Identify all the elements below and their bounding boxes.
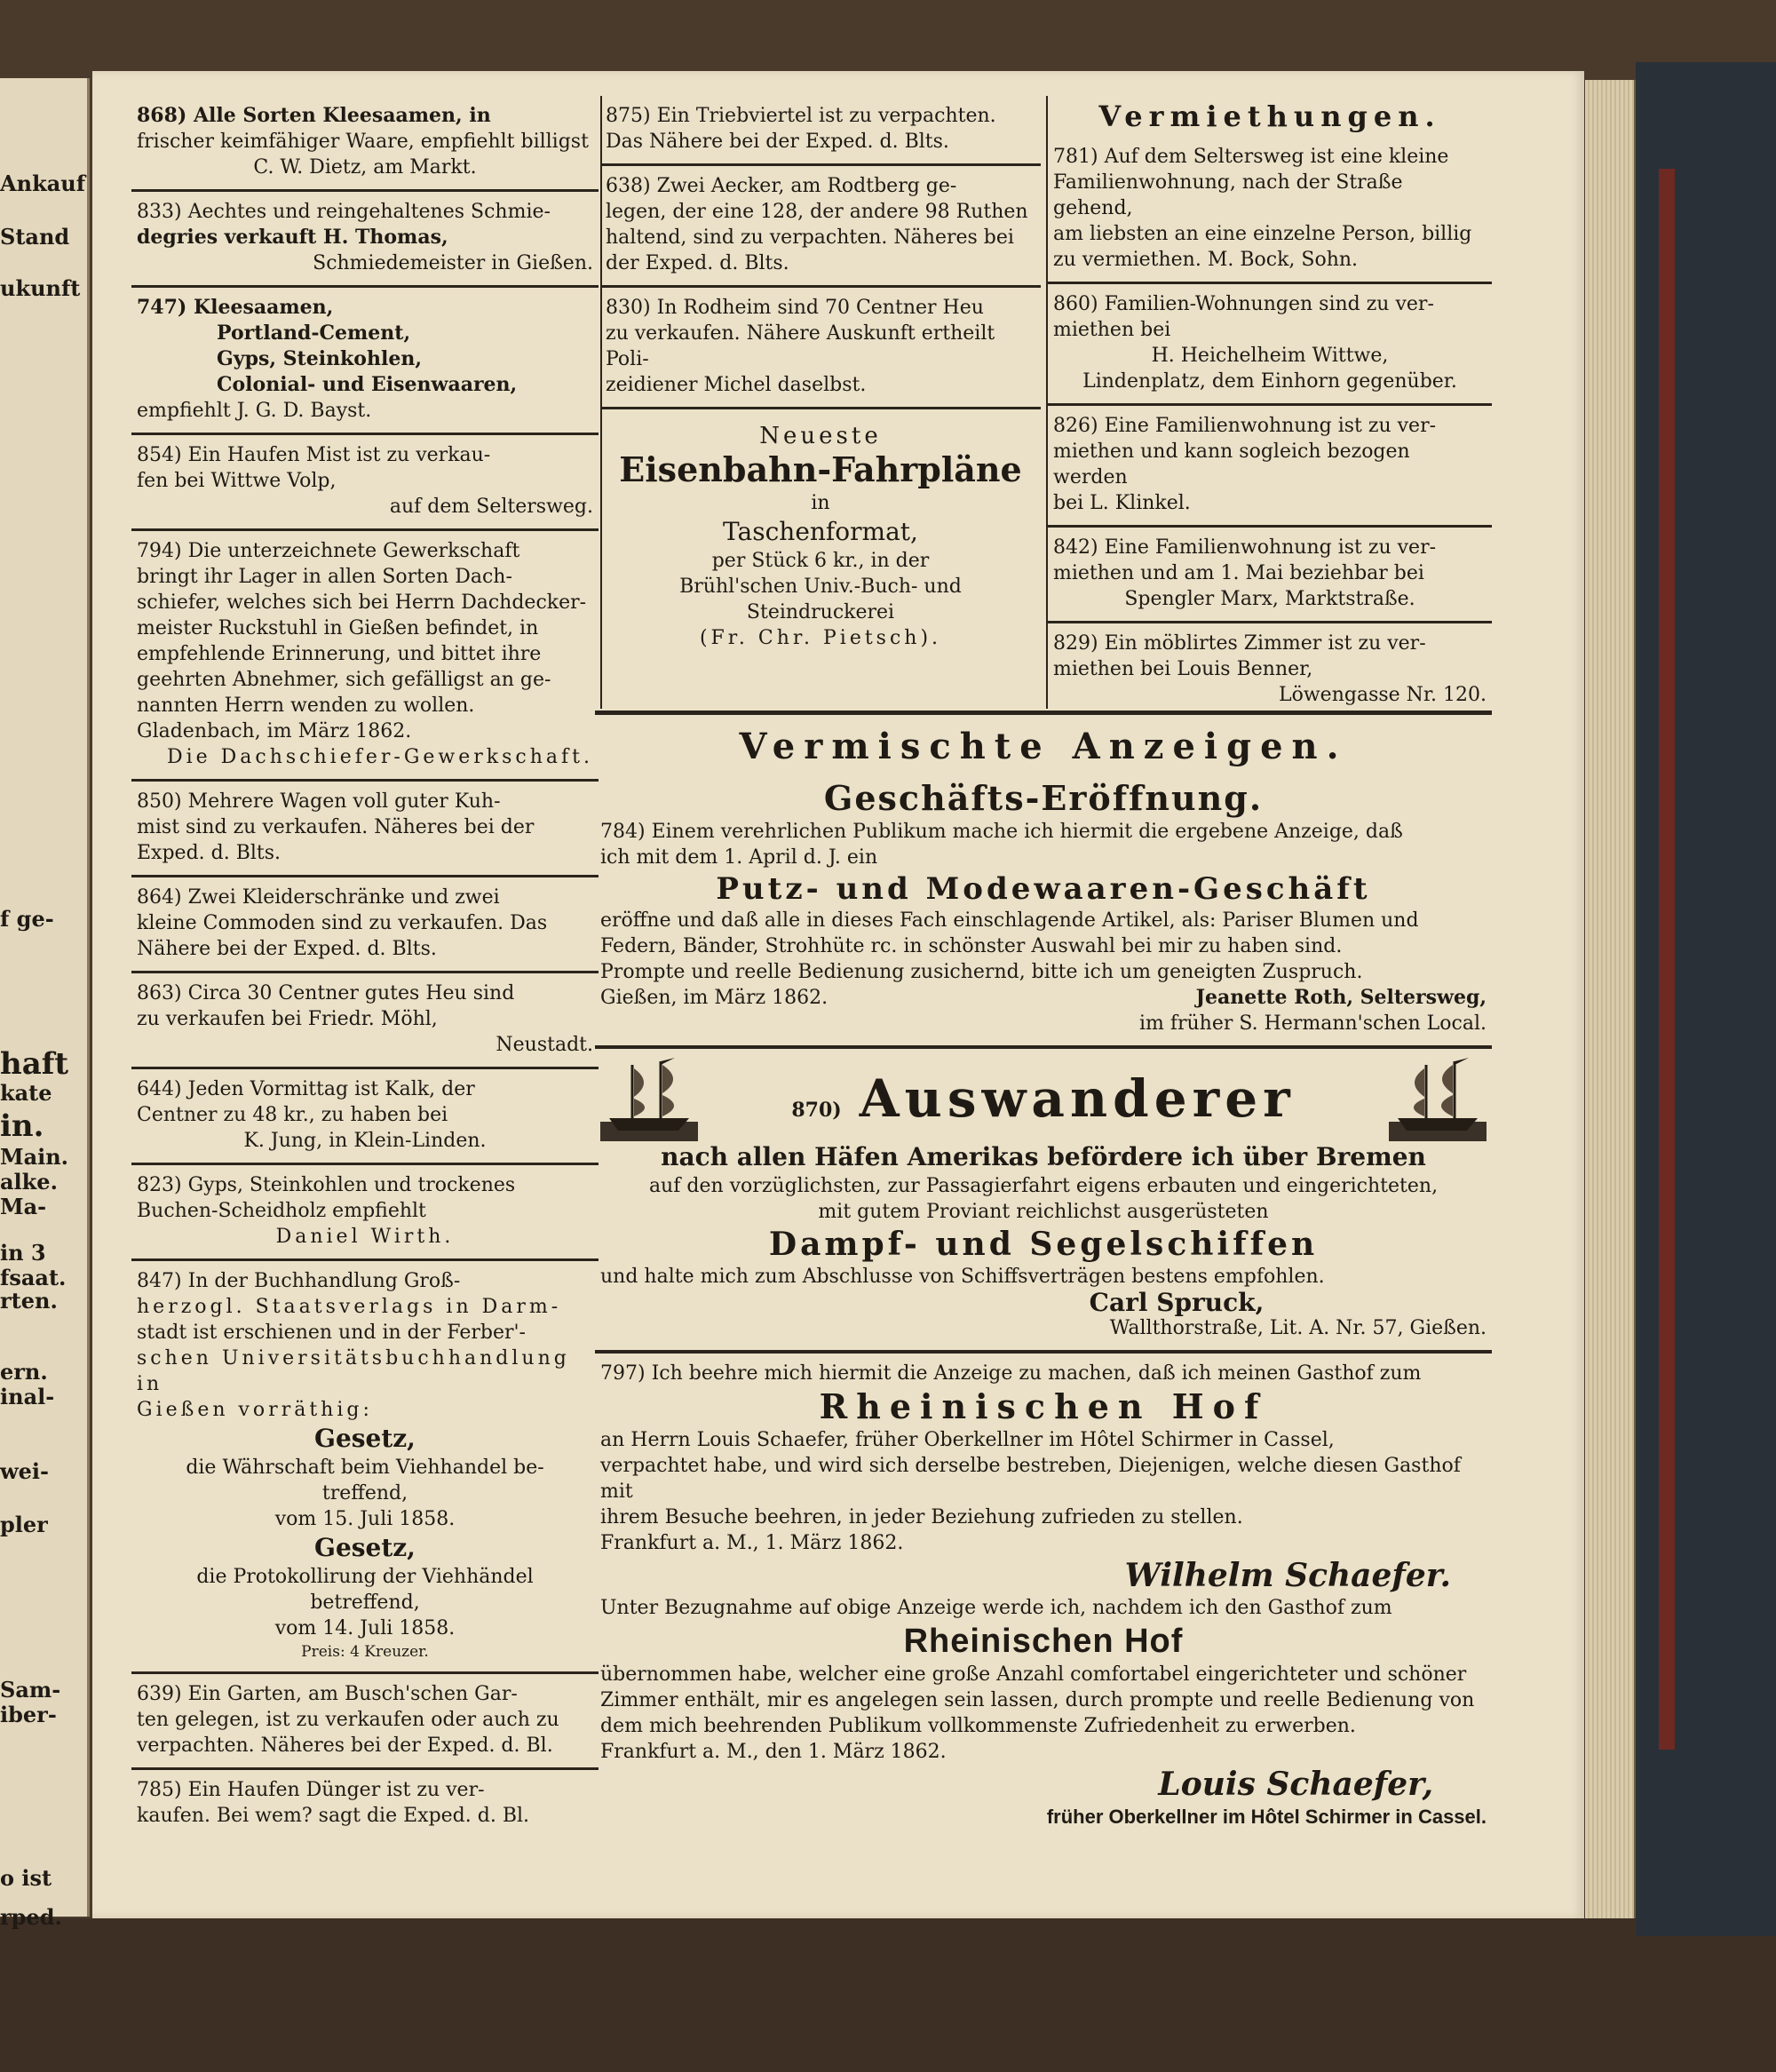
ad-date: Gießen, im März 1862.: [600, 987, 829, 1009]
ad-line: Taschenformat,: [723, 517, 918, 546]
ad-line: im früher S. Hermann'schen Local.: [1138, 1012, 1487, 1035]
ad-title: Rheinischen Hof: [819, 1386, 1268, 1426]
ad-870-heading: [791, 1068, 1296, 1129]
ad-line: miethen und kann sogleich bezogen werden: [1053, 441, 1410, 488]
ad-line: Spengler Marx, Marktstraße.: [1124, 588, 1415, 610]
ad-line: 829) Ein möblirtes Zimmer ist zu ver-: [1053, 632, 1426, 655]
ad-line: kleine Commoden sind zu verkaufen. Das: [137, 912, 548, 934]
ad-line: degries verkauft H. Thomas,: [137, 226, 448, 249]
ad-747: [131, 288, 599, 435]
ad-line: bei L. Klinkel.: [1053, 492, 1191, 514]
ad-line: 784) Einem verehrlichen Publikum mache ich hiermit die ergebene Anzeige, daß: [600, 821, 1403, 843]
ad-line: Brühl'schen Univ.-Buch- und Steindruckerei: [679, 576, 962, 623]
ad-line: Nähere bei der Exped. d. Blts.: [137, 938, 437, 960]
margin-fragment: rped.: [0, 1904, 62, 1930]
ad-line: miethen bei: [1053, 319, 1171, 341]
ad-line: H. Heichelheim Wittwe,: [1151, 345, 1389, 367]
ad-line: 639) Ein Garten, am Busch'schen Gar-: [137, 1683, 518, 1705]
ad-833: [131, 192, 599, 288]
ad-line: [600, 985, 1487, 1011]
ad-line: vom 14. Juli 1858.: [274, 1617, 456, 1639]
margin-fragment: in.: [0, 1108, 44, 1144]
ad-signature: Carl Spruck,: [1089, 1288, 1265, 1317]
ad-line: miethen und am 1. Mai beziehbar bei: [1053, 562, 1424, 584]
ad-line: empfehlende Erinnerung, und bittet ihre: [137, 643, 542, 665]
ad-line: Centner zu 48 kr., zu haben bei: [137, 1104, 448, 1126]
margin-fragment: ukunft: [0, 275, 81, 301]
ad-line: 833) Aechtes und reingehaltenes Schmie-: [137, 201, 551, 223]
ad-line: Gladenbach, im März 1862.: [137, 720, 412, 742]
ad-line: Frankfurt a. M., 1. März 1862.: [600, 1532, 904, 1554]
ad-line: zu verkaufen. Nähere Auskunft ertheilt Poli-: [606, 322, 995, 370]
ad-line: der Exped. d. Blts.: [606, 252, 789, 274]
ad-fahrplaene: [600, 409, 1041, 660]
ad-785: [131, 1770, 599, 1838]
ad-line: die Währschaft beim Viehhandel be-: [186, 1457, 544, 1479]
ad-line: ich mit dem 1. April d. J. ein: [600, 846, 878, 869]
margin-fragment: iber-: [0, 1702, 57, 1727]
ad-line: Exped. d. Blts.: [137, 842, 281, 864]
ad-signature: auf dem Seltersweg.: [389, 496, 593, 518]
ad-line: zu vermiethen. M. Bock, Sohn.: [1053, 249, 1359, 271]
ad-line: zeidiener Michel daselbst.: [606, 374, 867, 396]
ad-line: ten gelegen, ist zu verkaufen oder auch zu: [137, 1709, 559, 1731]
ad-line: Lindenplatz, dem Einhorn gegenüber.: [1082, 370, 1457, 393]
ad-subtitle: Dampf- und Segelschiffen: [768, 1226, 1319, 1263]
ad-line: Familienwohnung, nach der Straße gehend,: [1053, 171, 1403, 219]
ad-line: meister Ruckstuhl in Gießen befindet, in: [137, 617, 539, 639]
ad-line: mit gutem Proviant reichlichst ausgerüsteten: [818, 1201, 1269, 1223]
ad-line: Gyps, Steinkohlen,: [217, 347, 422, 370]
ad-line: 830) In Rodheim sind 70 Centner Heu: [606, 297, 984, 319]
background-below: [0, 1918, 1776, 2072]
margin-fragment: Ma-: [0, 1194, 47, 1219]
ad-line: dem mich beehrenden Publikum vollkommenste Zufriedenheit zu erwerben.: [600, 1715, 1356, 1737]
ad-signature: Wilhelm Schaefer.: [1124, 1557, 1451, 1594]
ad-line: 850) Mehrere Wagen voll guter Kuh-: [137, 790, 501, 813]
ad-line: ihrem Besuche beehren, in jeder Beziehung zufrieden zu stellen.: [600, 1506, 1243, 1528]
ad-864: [131, 877, 599, 973]
ad-line: 847) In der Buchhandlung Groß-: [137, 1270, 461, 1292]
ad-868: [131, 96, 599, 192]
price-line: Preis: 4 Kreuzer.: [301, 1643, 429, 1661]
margin-fragment: o ist: [0, 1865, 52, 1891]
ad-line: übernommen habe, welcher eine große Anzahl comfortabel eingerichteter und schöner: [600, 1663, 1467, 1686]
ad-829: [1048, 623, 1492, 717]
ad-line: 785) Ein Haufen Dünger ist zu ver-: [137, 1779, 485, 1801]
ad-850: [131, 782, 599, 877]
section-heading-vermiethungen: Vermiethungen.: [1098, 99, 1441, 133]
margin-fragment: kate: [0, 1080, 52, 1106]
left-page-edge: [0, 78, 90, 1930]
margin-fragment: Main.: [0, 1144, 69, 1170]
ad-870-title-row: [600, 1056, 1487, 1141]
margin-fragment: alke.: [0, 1169, 58, 1195]
ad-847: [131, 1261, 599, 1674]
ad-line: 860) Familien-Wohnungen sind zu ver-: [1053, 293, 1434, 315]
ad-line: 868) Alle Sorten Kleesaamen, in: [137, 104, 491, 127]
ad-line: 644) Jeden Vormittag ist Kalk, der: [137, 1078, 475, 1100]
ad-title: Eisenbahn-Fahrpläne: [619, 449, 1022, 489]
margin-fragment: fsaat.: [0, 1265, 67, 1290]
ad-line: früher Oberkellner im Hôtel Schirmer in Cassel.: [1046, 1806, 1487, 1828]
ad-signature: Schmiedemeister in Gießen.: [313, 252, 593, 274]
ad-644: [131, 1069, 599, 1165]
ad-signature: Neustadt.: [496, 1034, 593, 1056]
ad-line: Colonial- und Eisenwaaren,: [217, 373, 518, 396]
ad-line: 794) Die unterzeichnete Gewerkschaft: [137, 540, 520, 562]
ad-line: in: [811, 492, 830, 514]
section-heading-vermischte: Vermischte Anzeigen.: [739, 726, 1348, 767]
ad-line: und halte mich zum Abschlusse von Schiffsverträgen bestens empfohlen.: [600, 1266, 1325, 1288]
ad-signature: empfiehlt J. G. D. Bayst.: [137, 400, 372, 422]
ad-line: Frankfurt a. M., den 1. März 1862.: [600, 1741, 947, 1763]
ad-line: betreffend,: [310, 1592, 420, 1614]
ad-line: frischer keimfähiger Waare, empfiehlt billigst: [137, 131, 589, 153]
ad-line: 854) Ein Haufen Mist ist zu verkau-: [137, 444, 491, 466]
ad-line: auf den vorzüglichsten, zur Passagierfahrt eigens erbauten und eingerichteten,: [648, 1175, 1439, 1197]
ad-line: eröffne und daß alle in dieses Fach einschlagende Artikel, als: Pariser Blumen und: [600, 909, 1419, 932]
margin-fragment: inal-: [0, 1384, 55, 1409]
ad-638: [600, 166, 1041, 288]
ad-line: Neueste: [759, 423, 882, 449]
ad-line: geehrten Abnehmer, sich gefälligst an ge-: [137, 669, 551, 691]
ad-line: zu verkaufen bei Friedr. Möhl,: [137, 1008, 438, 1030]
ad-line: miethen bei Louis Benner,: [1053, 658, 1313, 680]
ad-line: stadt ist erschienen und in der Ferber'-: [137, 1322, 526, 1344]
ad-line: treffend,: [321, 1482, 408, 1504]
margin-fragment: ern.: [0, 1359, 48, 1385]
column-left: [131, 96, 599, 1838]
ad-line: verpachtet habe, und wird sich derselbe bestreben, Diejenigen, welche diesen Gasthof mit: [600, 1455, 1461, 1503]
ad-823: [131, 1165, 599, 1261]
ad-line: per Stück 6 kr., in der: [711, 550, 930, 572]
ad-639: [131, 1674, 599, 1770]
ad-signature: Louis Schaefer,: [1158, 1766, 1433, 1803]
ad-854: [131, 435, 599, 531]
ad-title: Auswanderer: [859, 1068, 1296, 1129]
ad-line: 781) Auf dem Seltersweg ist eine kleine: [1053, 146, 1449, 168]
ad-subtitle: Putz- und Modewaaren-Geschäft: [716, 871, 1371, 907]
ad-line: schiefer, welches sich bei Herrn Dachdecker-: [137, 591, 587, 614]
ad-line: Gießen vorräthig:: [137, 1399, 373, 1421]
ad-line: nannten Herrn wenden zu wollen.: [137, 695, 475, 717]
margin-fragment: Sam-: [0, 1677, 61, 1703]
sailing-ship-icon: [1389, 1056, 1487, 1141]
ad-line: legen, der eine 128, der andere 98 Ruthen: [606, 201, 1028, 223]
ad-title: Geschäfts-Eröffnung.: [823, 778, 1264, 818]
ad-line: Zimmer enthält, mir es angelegen sein lassen, durch prompte und reelle Bedienung von: [600, 1689, 1475, 1711]
book-title: Gesetz,: [314, 1424, 416, 1453]
ad-line: 747) Kleesaamen,: [137, 296, 334, 319]
ad-line: herzogl. Staatsverlags in Darm-: [137, 1296, 562, 1318]
ad-signature: C. W. Dietz, am Markt.: [253, 156, 477, 179]
ad-784: [595, 771, 1492, 1049]
ad-line: die Protokollirung der Viehhändel: [196, 1566, 534, 1588]
book-spine: [1636, 62, 1776, 1936]
page-block-edge: [1585, 80, 1636, 1918]
ad-number: 870): [791, 1099, 842, 1122]
ad-line: kaufen. Bei wem? sagt die Exped. d. Bl.: [137, 1805, 530, 1827]
ad-863: [131, 973, 599, 1069]
margin-fragment: f ge-: [0, 906, 54, 932]
ad-line: 826) Eine Familienwohnung ist zu ver-: [1053, 415, 1437, 437]
section-vermischte-anzeigen: [595, 711, 1492, 1838]
margin-fragment: pler: [0, 1512, 48, 1537]
ad-875: [600, 96, 1041, 166]
ad-line: bringt ihr Lager in allen Sorten Dach-: [137, 566, 512, 588]
margin-fragment: wei-: [0, 1458, 50, 1484]
ad-line: 797) Ich beehre mich hiermit die Anzeige zu machen, daß ich meinen Gasthof zum: [600, 1362, 1422, 1385]
ad-line: vom 15. Juli 1858.: [274, 1508, 456, 1530]
ad-signature: K. Jung, in Klein-Linden.: [243, 1130, 487, 1152]
ad-line: nach allen Häfen Amerikas befördere ich über Bremen: [661, 1142, 1426, 1171]
ad-line: fen bei Wittwe Volp,: [137, 470, 337, 492]
ad-line: 823) Gyps, Steinkohlen und trockenes: [137, 1174, 516, 1196]
ad-line: Federn, Bänder, Strohhüte rc. in schönster Auswahl bei mir zu haben sind.: [600, 935, 1343, 957]
book-title: Gesetz,: [314, 1533, 416, 1562]
margin-fragment: in 3: [0, 1240, 46, 1266]
ad-826: [1048, 406, 1492, 528]
ad-signature: Daniel Wirth.: [275, 1226, 455, 1248]
ad-794: [131, 531, 599, 782]
ad-line: 864) Zwei Kleiderschränke und zwei: [137, 886, 500, 909]
margin-fragment: Ankauf: [0, 171, 86, 196]
ad-line: Löwengasse Nr. 120.: [1279, 684, 1487, 706]
column-right: [1048, 96, 1492, 717]
ad-line: Das Nähere bei der Exped. d. Blts.: [606, 131, 949, 153]
ad-line: mist sind zu verkaufen. Näheres bei der: [137, 816, 535, 838]
margin-fragment: haft: [0, 1046, 69, 1082]
ad-line: 638) Zwei Aecker, am Rodtberg ge-: [606, 175, 957, 197]
margin-fragment: Stand: [0, 224, 70, 250]
sailing-ship-icon: [600, 1056, 698, 1141]
ad-title: Rheinischen Hof: [903, 1623, 1184, 1660]
ad-860: [1048, 284, 1492, 406]
ad-781: [1048, 137, 1492, 284]
column-middle: [600, 96, 1041, 660]
margin-fragment: rten.: [0, 1288, 58, 1314]
ad-line: haltend, sind zu verpachten. Näheres bei: [606, 226, 1014, 249]
ad-line: Portland-Cement,: [217, 322, 411, 345]
ad-line: Buchen-Scheidholz empfiehlt: [137, 1200, 426, 1222]
ad-line: am liebsten an eine einzelne Person, billig: [1053, 223, 1472, 245]
ad-signature: (Fr. Chr. Pietsch).: [699, 627, 942, 649]
ad-line: Prompte und reelle Bedienung zusichernd, bitte ich um geneigten Zuspruch.: [600, 961, 1363, 983]
ad-line: Unter Bezugnahme auf obige Anzeige werde ich, nachdem ich den Gasthof zum: [600, 1597, 1392, 1619]
ad-830: [600, 288, 1041, 409]
ad-line: schen Universitätsbuchhandlung in: [137, 1347, 570, 1395]
ad-line: 875) Ein Triebviertel ist zu verpachten.: [606, 105, 996, 127]
ad-842: [1048, 528, 1492, 623]
ad-line: 863) Circa 30 Centner gutes Heu sind: [137, 982, 515, 1004]
ad-line: an Herrn Louis Schaefer, früher Oberkellner im Hôtel Schirmer in Cassel,: [600, 1429, 1335, 1451]
ad-797: [595, 1354, 1492, 1838]
ad-line: verpachten. Näheres bei der Exped. d. Bl.: [137, 1735, 553, 1757]
ad-870: [595, 1049, 1492, 1354]
section-rule: [595, 711, 1492, 722]
ad-signature: Die Dachschiefer-Gewerkschaft.: [166, 746, 593, 768]
ad-line: Wallthorstraße, Lit. A. Nr. 57, Gießen.: [1109, 1317, 1487, 1339]
ad-signature: Jeanette Roth, Seltersweg,: [1195, 986, 1487, 1009]
ad-line: 842) Eine Familienwohnung ist zu ver-: [1053, 536, 1437, 559]
spine-ribbon: [1659, 169, 1675, 1750]
